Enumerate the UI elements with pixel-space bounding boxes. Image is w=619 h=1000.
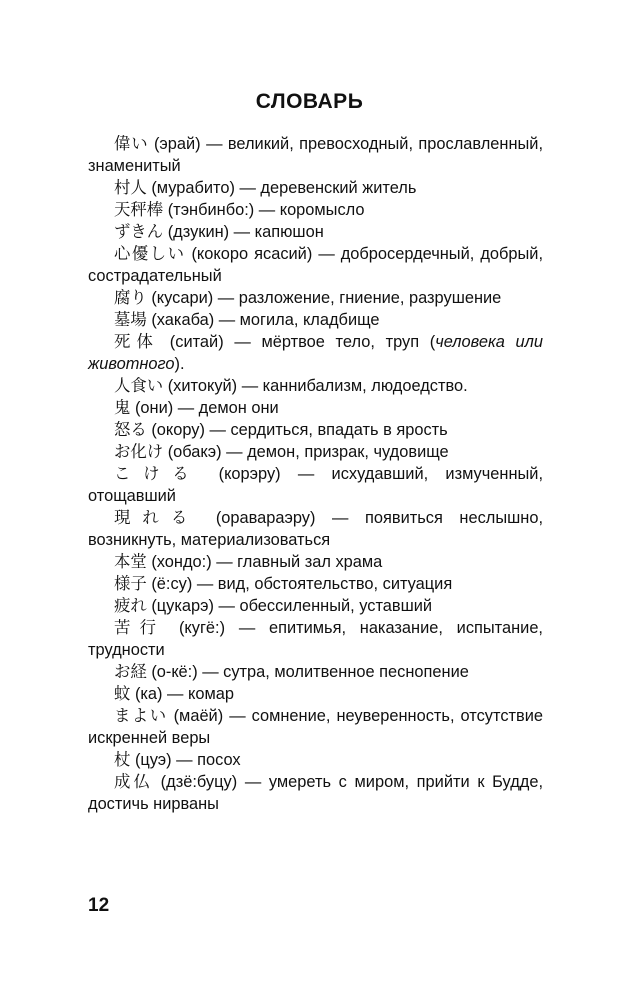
entry-term: まよい — [114, 706, 168, 725]
glossary-entry — [88, 771, 543, 815]
glossary-entry — [88, 595, 543, 617]
entry-definition: (хитокуй) — каннибализм, людоедство. — [163, 377, 468, 395]
glossary-entry — [88, 133, 543, 177]
glossary-entry — [88, 661, 543, 683]
page-title: СЛОВАРЬ — [255, 90, 364, 113]
glossary-entry — [88, 617, 543, 661]
entry-definition: (кугё:) — епитимья, наказание, испытание, трудности — [88, 619, 543, 659]
entry-definition: (тэнбинбо:) — коромысло — [163, 201, 365, 219]
glossary-entry — [88, 375, 543, 397]
entry-term: 鬼 — [114, 398, 131, 417]
entry-term: 腐り — [114, 288, 147, 307]
entry-definition: (кусари) — разложение, гниение, разрушение — [146, 289, 502, 307]
entry-term: 疲れ — [114, 596, 147, 615]
entry-term: 天秤棒 — [114, 200, 164, 219]
glossary-entry — [88, 705, 543, 749]
glossary-entry — [88, 749, 543, 771]
entry-term: 蚊 — [114, 684, 131, 703]
entry-term: 人食い — [114, 376, 164, 395]
glossary-entry — [88, 221, 543, 243]
entry-term: 成仏 — [114, 772, 154, 791]
entry-term: 墓場 — [114, 310, 147, 329]
page-number: 12 — [88, 895, 110, 916]
glossary-entry — [88, 397, 543, 419]
glossary-entry — [88, 287, 543, 309]
entry-definition: (эрай) — великий, превосходный, прославленный, знаменитый — [88, 135, 544, 175]
entry-definition: (окору) — сердиться, впадать в ярость — [146, 421, 448, 439]
glossary-entry — [88, 441, 543, 463]
entry-term: 杖 — [114, 750, 131, 769]
entry-definition: (цуэ) — посох — [130, 751, 241, 769]
entry-term: 死体 — [114, 332, 160, 351]
glossary-entry — [88, 573, 543, 595]
entry-term: 心優しい — [114, 244, 186, 263]
glossary-entry — [88, 683, 543, 705]
glossary-entry — [88, 199, 543, 221]
entry-definition: (хакаба) — могила, кладбище — [146, 311, 380, 329]
entry-definition: (корэру) — исхудавший, измученный, отощавший — [88, 465, 544, 505]
entry-term: こける — [114, 464, 202, 483]
entry-definition: (дзукин) — капюшон — [163, 223, 324, 241]
entry-definition: (маёй) — сомнение, неуверенность, отсутствие искренней веры — [88, 707, 543, 747]
glossary-entry — [88, 551, 543, 573]
entry-term: お経 — [114, 662, 147, 681]
glossary-entry — [88, 331, 543, 375]
entry-definition: (о-кё:) — сутра, молитвенное песнопение — [146, 663, 469, 681]
entry-definition: (ка) — комар — [130, 685, 234, 703]
entry-definition: (ситай) — мёртвое тело, труп ( — [159, 333, 436, 351]
entry-term: ずきん — [114, 222, 164, 241]
entry-definition: (ё:су) — вид, обстоятельство, ситуация — [146, 575, 453, 593]
entry-term: 様子 — [114, 574, 147, 593]
entry-term: お化け — [114, 442, 164, 461]
entry-term: 本堂 — [114, 552, 147, 571]
glossary-entry — [88, 243, 543, 287]
entry-note: человека или животного — [88, 333, 544, 373]
entry-definition: (дзё:буцу) — умереть с миром, прийти к Будде, достичь нирваны — [88, 773, 544, 813]
entry-definition: (обакэ) — демон, призрак, чудовище — [163, 443, 449, 461]
glossary-entry — [88, 507, 543, 551]
entry-term: 怒る — [114, 420, 147, 439]
entry-term: 偉い — [114, 134, 149, 153]
glossary-entry — [88, 419, 543, 441]
entry-definition: (кокоро ясасий) — добросердечный, добрый, сострадательный — [88, 245, 543, 285]
entry-definition: (хондо:) — главный зал храма — [146, 553, 383, 571]
entry-term: 現れる — [114, 508, 200, 527]
glossary-list — [88, 133, 543, 815]
entry-definition: (цукарэ) — обессиленный, уставший — [146, 597, 433, 615]
entry-tail: ). — [174, 355, 185, 373]
entry-definition: (они) — демон они — [130, 399, 279, 417]
glossary-entry — [88, 463, 543, 507]
glossary-entry — [88, 177, 543, 199]
entry-term: 村人 — [114, 178, 147, 197]
entry-term: 苦行 — [114, 618, 166, 637]
entry-definition: (мурабито) — деревенский житель — [146, 179, 417, 197]
entry-definition: (оравараэру) — появиться неслышно, возникнуть, материализоваться — [88, 509, 544, 549]
glossary-entry — [88, 309, 543, 331]
